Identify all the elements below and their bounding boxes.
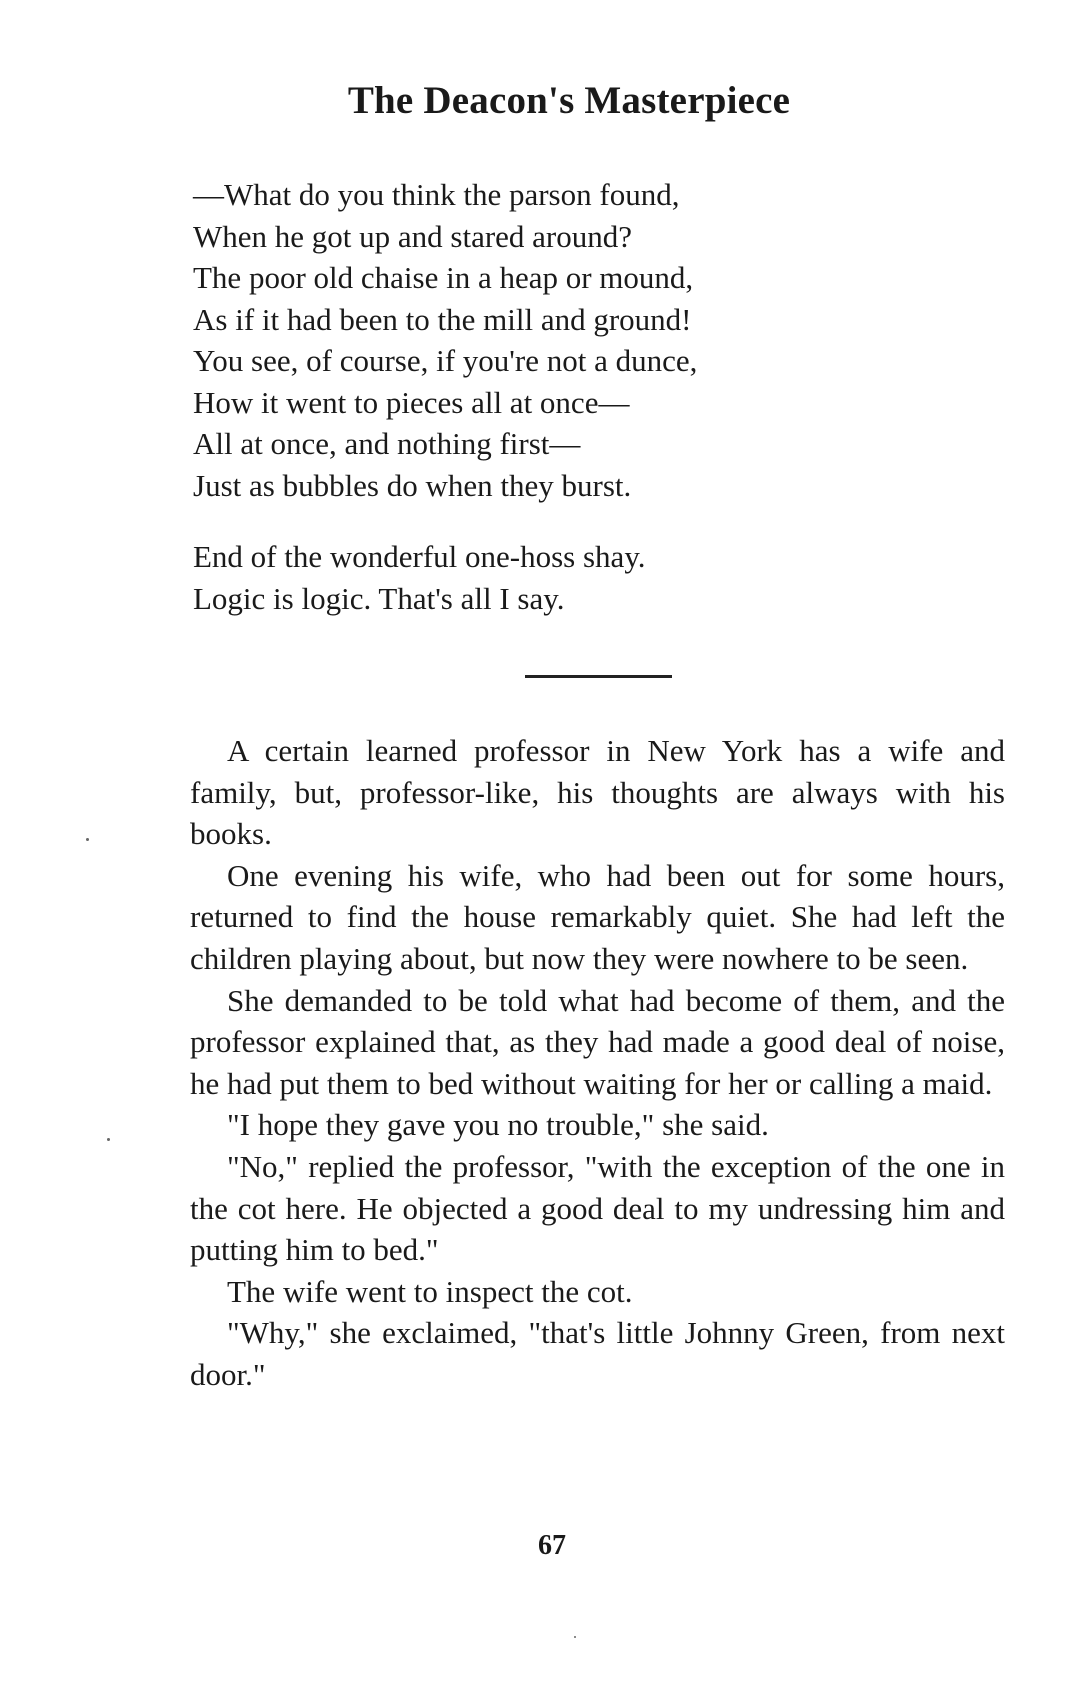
- paper-speck: [574, 1636, 576, 1638]
- poem-stanza-2: [193, 536, 646, 619]
- paper-speck: [107, 1138, 110, 1141]
- poem-stanza-1: [193, 174, 697, 506]
- paragraph: One evening his wife, who had been out for some hours, returned to find the house remarkably quiet. She had left the children playing about, but now they were nowhere to be seen.: [190, 857, 1005, 976]
- poem-line: Just as bubbles do when they burst.: [193, 467, 632, 503]
- poem-line: When he got up and stared around?: [193, 218, 633, 254]
- paragraph: "Why," she exclaimed, "that's little Johnny Green, from next door.": [190, 1315, 1005, 1392]
- running-title: [0, 78, 1088, 123]
- paragraph: A certain learned professor in New York has a wife and family, but, professor-like, his thoughts are always with his books.: [190, 733, 1005, 852]
- paragraph: She demanded to be told what had become of them, and the professor explained that, as they had made a good deal of noise, he had put them to bed without waiting for her or calling a maid.: [190, 982, 1005, 1101]
- poem-line: How it went to pieces all at once—: [193, 384, 630, 420]
- poem-line: The poor old chaise in a heap or mound,: [193, 260, 694, 295]
- paper-speck: [86, 838, 89, 841]
- paragraph: "I hope they gave you no trouble," she said.: [227, 1107, 769, 1143]
- running-title-text: The Deacon's Masterpiece: [347, 79, 791, 122]
- poem-line: You see, of course, if you're not a dunce,: [193, 343, 698, 378]
- anecdote-text: [190, 730, 1005, 1396]
- page-number: 67: [538, 1530, 566, 1561]
- section-divider: [525, 675, 672, 678]
- paragraph: The wife went to inspect the cot.: [227, 1273, 633, 1309]
- poem-line: —What do you think the parson found,: [193, 177, 680, 212]
- poem-line: Logic is logic. That's all I say.: [193, 580, 565, 616]
- poem-line: As if it had been to the mill and ground!: [193, 301, 692, 337]
- poem-line: All at once, and nothing first—: [193, 426, 581, 461]
- poem-line: End of the wonderful one-hoss shay.: [193, 539, 646, 574]
- paragraph: "No," replied the professor, "with the exception of the one in the cot here. He objected a good deal to my undressing him and putting him to bed.": [190, 1148, 1005, 1268]
